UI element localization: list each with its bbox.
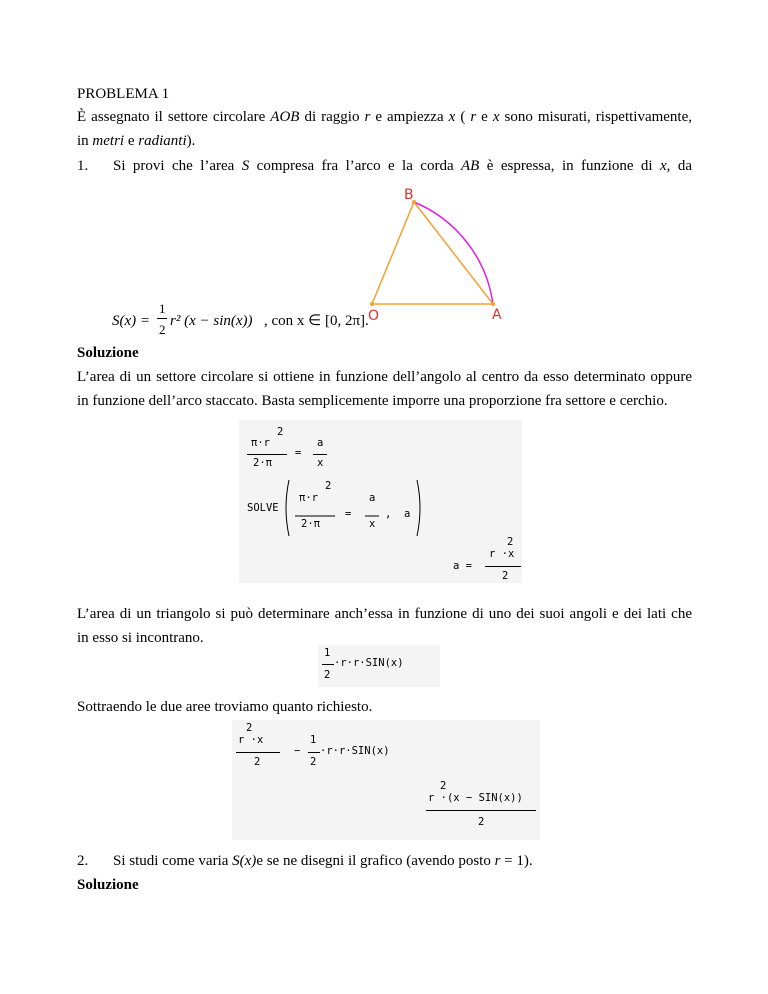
derive-proportion: 2 π·r a = 2·π x SOLVE 2 π·r a = , a 2·π x 2 r ·x a = 2: [239, 420, 522, 583]
subtract-line: Sottraendo le due aree troviamo quanto richiesto.: [77, 699, 373, 715]
solution-2-title: Soluzione: [77, 877, 139, 893]
point-o: [370, 302, 374, 306]
intro-line-2: in metri e radianti).: [77, 133, 196, 149]
solution-1-line-2: in funzione dell’arco staccato. Basta semplicemente imporre una proporzione fra settore e cerchio.: [77, 393, 668, 409]
point-a: [491, 302, 495, 306]
sector-figure: [360, 186, 520, 322]
derive-subtraction: 2 r ·x 2 − 1 ·r·r·SIN(x) 2 2 r ·(x − SIN(x)) 2: [232, 720, 540, 840]
problem-heading: PROBLEMA 1: [77, 86, 170, 102]
formula-num: 1: [159, 301, 166, 316]
triangle-area-line-1: L’area di un triangolo si può determinare anch’essa in funzione di uno dei suoi angoli e dei lati che: [77, 606, 692, 622]
formula-condition: , con x ∈ [0, 2π].: [264, 313, 369, 329]
solution-1-line-1: L’area di un settore circolare si ottiene in funzione dell’angolo al centro da esso determinato oppure: [77, 369, 692, 385]
label-o: O: [368, 308, 380, 322]
formula-den: 2: [159, 322, 166, 337]
derive-triangle-area: 1 ·r·r·SIN(x) 2: [318, 645, 440, 687]
item-2-text: Si studi come varia S(x)e se ne disegni il grafico (avendo posto r = 1).: [113, 853, 533, 869]
formula-rhs: r² (x − sin(x)): [170, 313, 253, 329]
formula-lhs: S(x) =: [112, 313, 151, 329]
triangle-area-line-2: in esso si incontrano.: [77, 630, 204, 646]
label-b: B: [404, 187, 414, 203]
item-1-number: 1.: [77, 158, 89, 174]
item-1-text: Si provi che l’area S compresa fra l’arco e la corda AB è espressa, in funzione di x, da: [113, 158, 692, 174]
label-a: A: [492, 307, 502, 322]
formula-fraction-bar: [157, 318, 167, 319]
intro-line-1: È assegnato il settore circolare AOB di raggio r e ampiezza x ( r e x sono misurati, rispettivamente,: [77, 109, 692, 125]
solution-1-title: Soluzione: [77, 345, 139, 361]
item-2-number: 2.: [77, 853, 89, 869]
